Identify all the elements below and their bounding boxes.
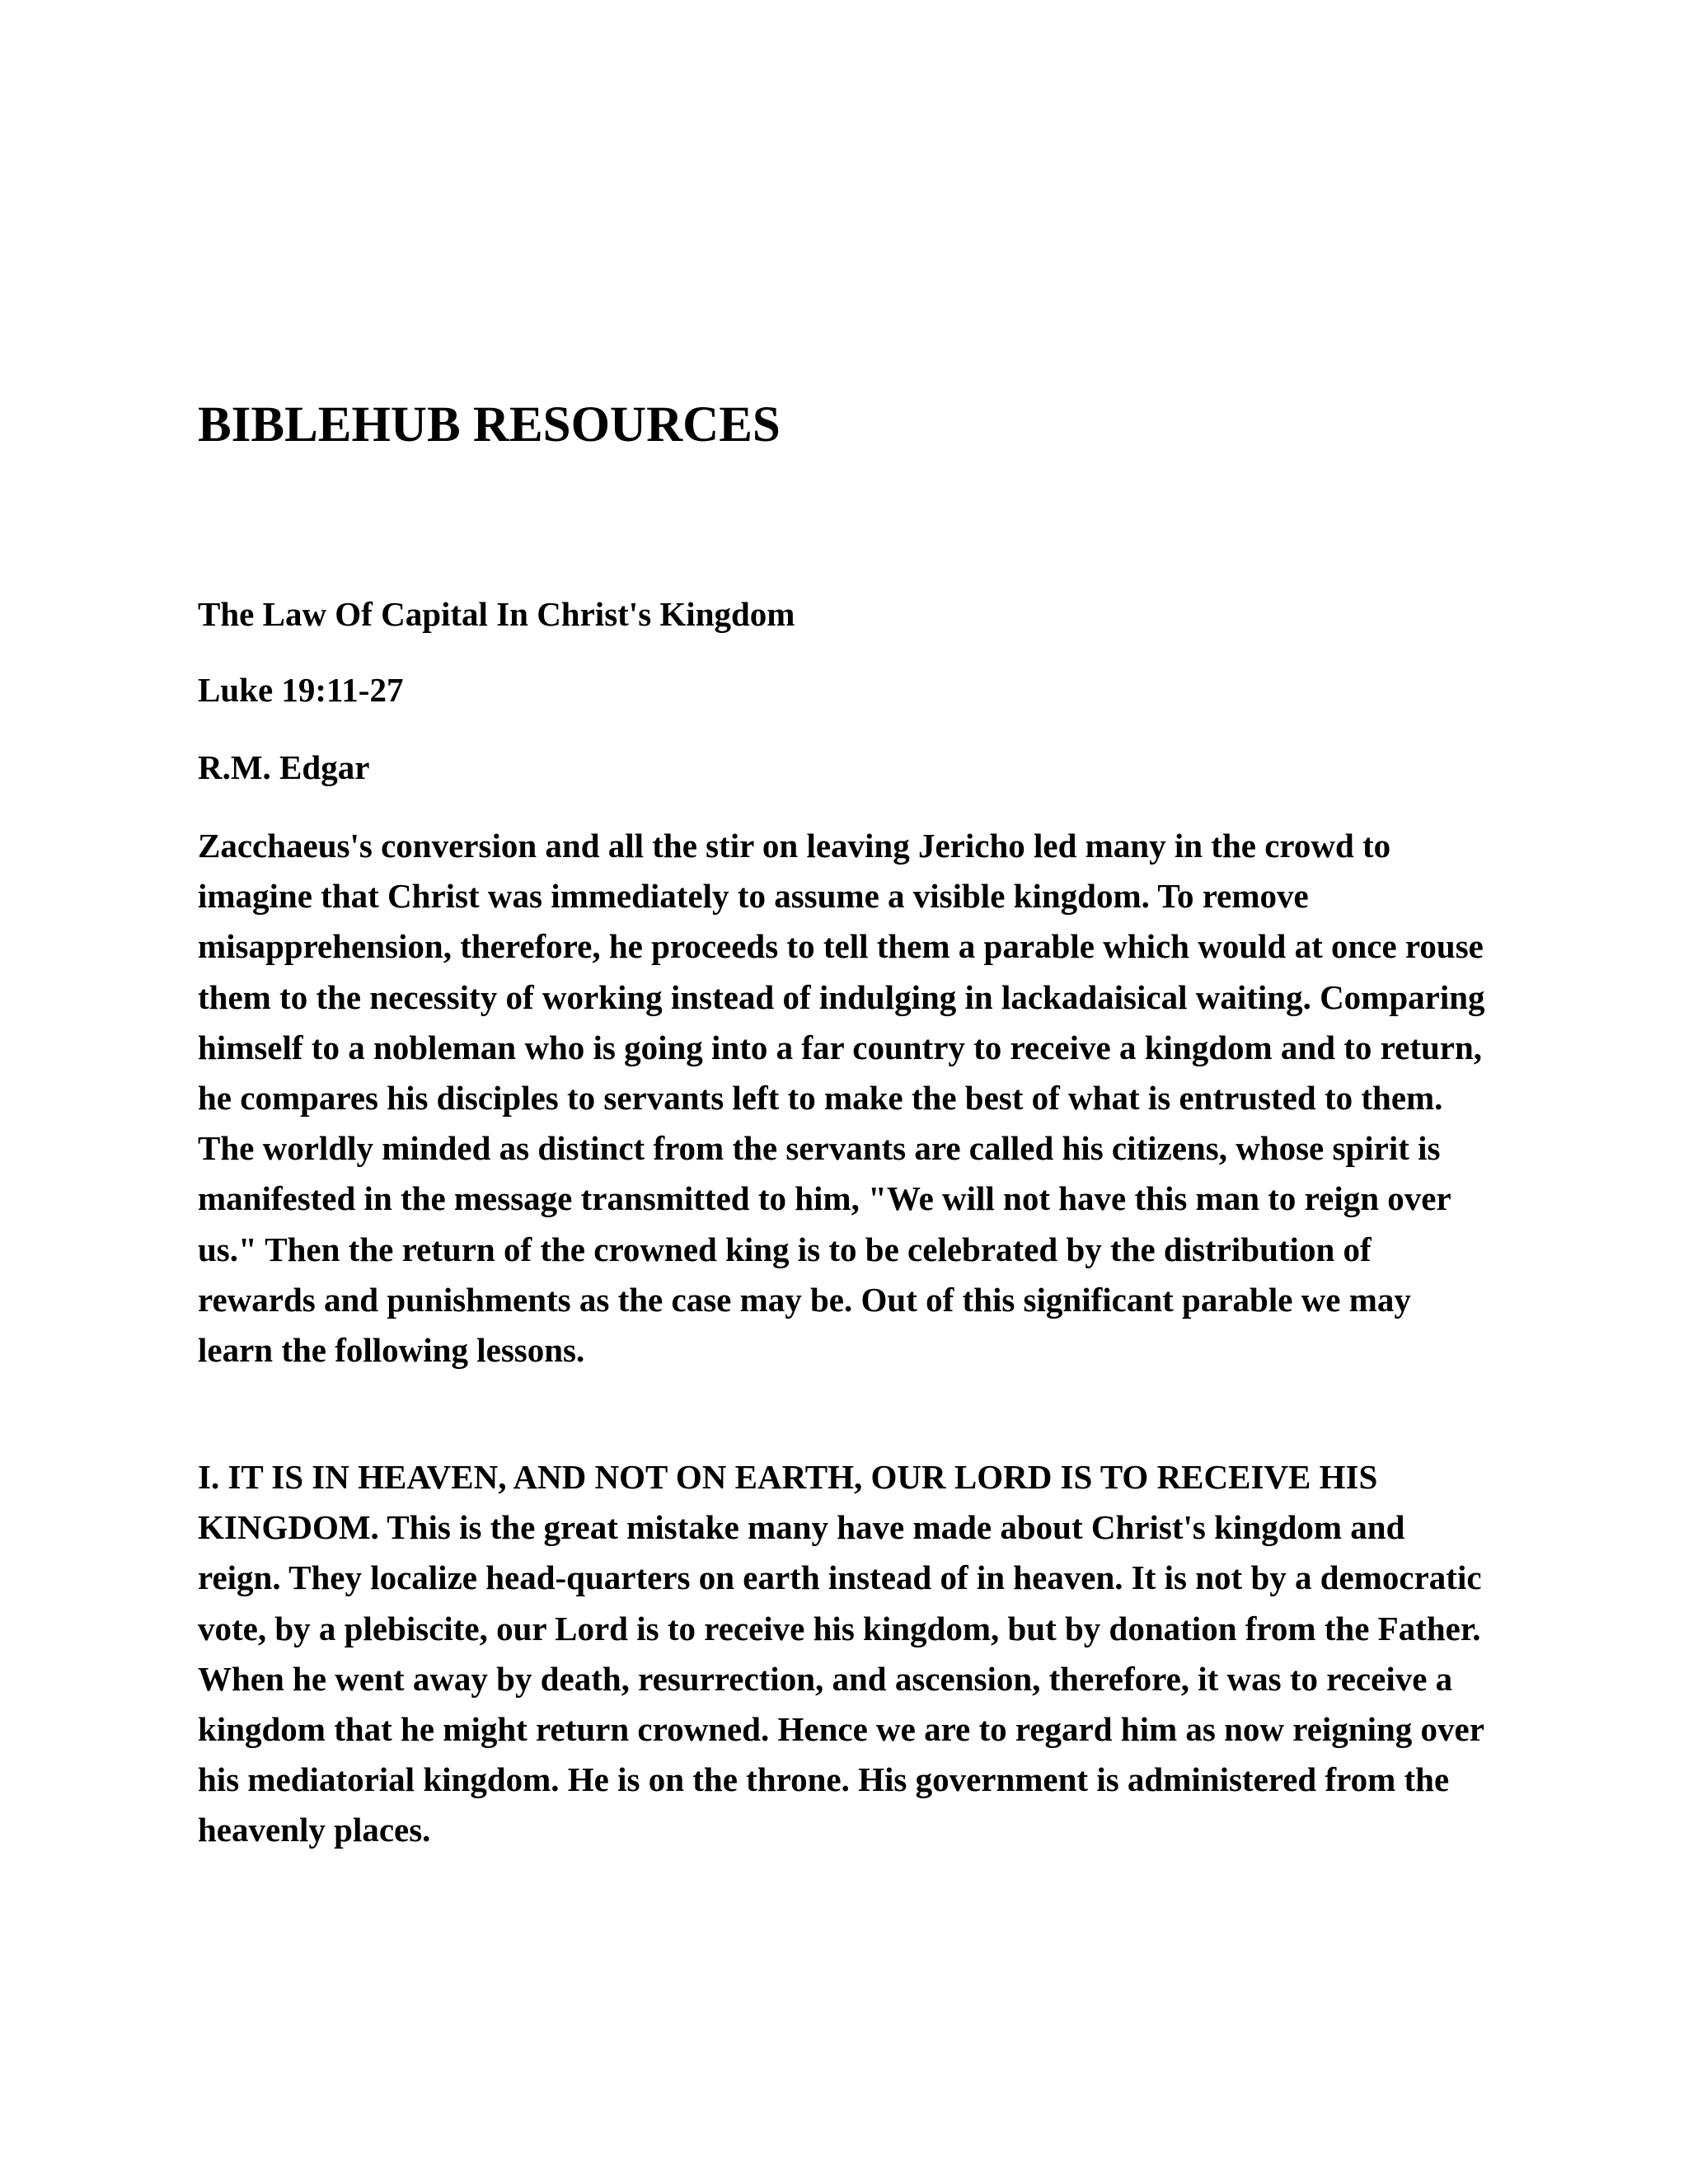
author-name: R.M. Edgar — [198, 748, 370, 786]
sermon-title: The Law Of Capital In Christ's Kingdom — [198, 595, 795, 633]
body-paragraph-point-one: I. IT IS IN HEAVEN, AND NOT ON EARTH, OUR LORD IS TO RECEIVE HIS KINGDOM. This is the great mistake many have made about Christ's kingdom and reign. They localize head-quarters on earth instead of in heaven. It is not by a democratic vote, by a plebiscite, our Lord is to receive his kingdom, but by donation from the Father. When he went away by death, resurrection, and ascension, therefore, it was to receive a kingdom that he might return crowned. Hence we are to regard him as now reigning over his mediatorial kingdom. He is on the throne. His government is administered from the heavenly places. — [198, 1458, 1484, 1849]
body-paragraph-intro: Zacchaeus's conversion and all the stir on leaving Jericho led many in the crowd to imagine that Christ was immediately to assume a visible kingdom. To remove misapprehension, therefore, he proceeds to tell them a parable which would at once rouse them to the necessity of working instead of indulging in lackadaisical waiting. Comparing himself to a nobleman who is going into a far country to receive a kingdom and to return, he compares his disciples to servants left to make the best of what is entrusted to them. The worldly minded as distinct from the servants are called his citizens, whose spirit is manifested in the message transmitted to him, "We will not have this man to reign over us." Then the return of the crowned king is to be celebrated by the distribution of rewards and punishments as the case may be. Out of this significant parable we may learn the following lessons. — [198, 827, 1485, 1370]
document-heading: BIBLEHUB RESOURCES — [198, 397, 781, 452]
scripture-reference: Luke 19:11-27 — [198, 671, 404, 709]
